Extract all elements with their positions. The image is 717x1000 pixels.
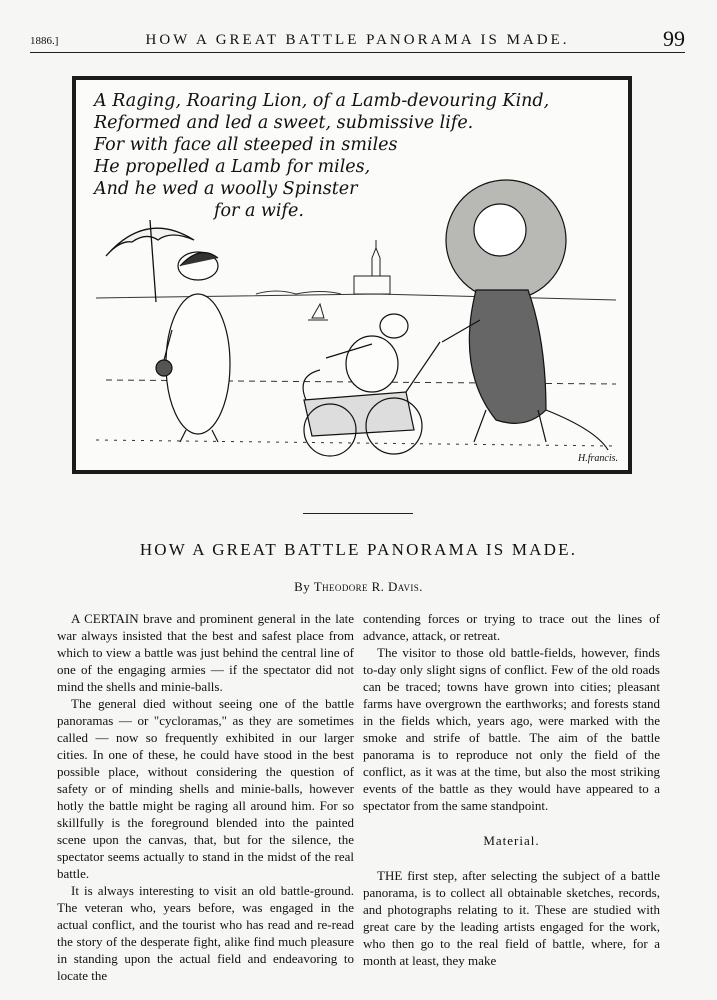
verse-line: And he wed a woolly Spinster [94,179,358,199]
byline [0,579,717,595]
running-head [30,26,685,53]
article-title: HOW A GREAT BATTLE PANORAMA IS MADE. [139,540,578,559]
spinster-lamb [156,252,230,442]
verse [94,90,549,222]
section-divider [303,513,413,514]
section-heading: Material. [483,833,540,848]
sailboat-icon [308,304,328,320]
lamb-in-pram [326,314,408,392]
left-column [57,610,354,984]
running-head-title: HOW A GREAT BATTLE PANORAMA IS MADE. [145,32,570,48]
church-icon [354,240,390,294]
paragraph: A CERTAIN brave and prominent general in the late war always insisted that the best and safest place from which to view a battle was just behind the central line of one of the engaging armies — if the spectator did not mind the shells and minie-balls. [57,611,354,694]
verse-line: He propelled a Lamb for miles, [94,157,371,177]
paragraph-continuation: contending forces or trying to trace out the lines of advance, attack, or retreat. [363,611,660,643]
verse-line: For with face all steeped in smiles [94,135,398,155]
byline-prefix: By [294,579,311,594]
author-name: Theodore R. Davis. [313,579,423,594]
verse-line: A Raging, Roaring Lion, of a Lamb-devouring Kind, [94,91,550,111]
page-number: 99 [663,26,685,51]
running-head-year: 1886.] [30,35,59,47]
verse-line: Reformed and led a sweet, submissive life. [94,113,474,133]
paragraph: It is always interesting to visit an old battle-ground. The veteran who, years before, was engaged in the actual conflict, and the tourist who has read and re-read the story of the desperate fight, alike find much pleasure in standing upon the actual field and endeavoring to locate the [57,883,354,983]
paragraph: THE first step, after selecting the subject of a battle panorama, is to collect all obtainable sketches, records, and photographs relating to it. These are studied with great care by the leading artists engaged for the work, who then go to the real field of battle, where, for a month at least, they make [363,868,660,968]
artist-signature: H.francis. [578,453,618,464]
paragraph: The general died without seeing one of the battle panoramas — or "cycloramas," as they are sometimes called — now so frequently exhibited in our larger cities. In one of these, he could have stood in the best possible place, without considering the question of safety or of minding shells and minie-balls, however hotly the battle might be raging all around him. For so skillfully is the foreground blended into the painted scene upon the canvas, that, but for the silence, the spectator seems actually to stand in the midst of the real battle. [57,696,354,881]
right-column [363,610,660,969]
verse-line: for a wife. [214,201,304,221]
cartoon-illustration [72,76,632,474]
paragraph: The visitor to those old battle-fields, however, finds to-day only slight signs of conflict. Few of the old roads can be traced; towns have grown into cities; pleasant farms have overgrown the earthworks; and forests stand in the fields which, years ago, were marked with the smoke and strife of battle. The aim of the battle panorama is to reproduce not only the field of the conflict, as it was at the time, but also the most striking events of the battle as they would have appeared to a spectator from the same standpoint. [363,645,660,813]
